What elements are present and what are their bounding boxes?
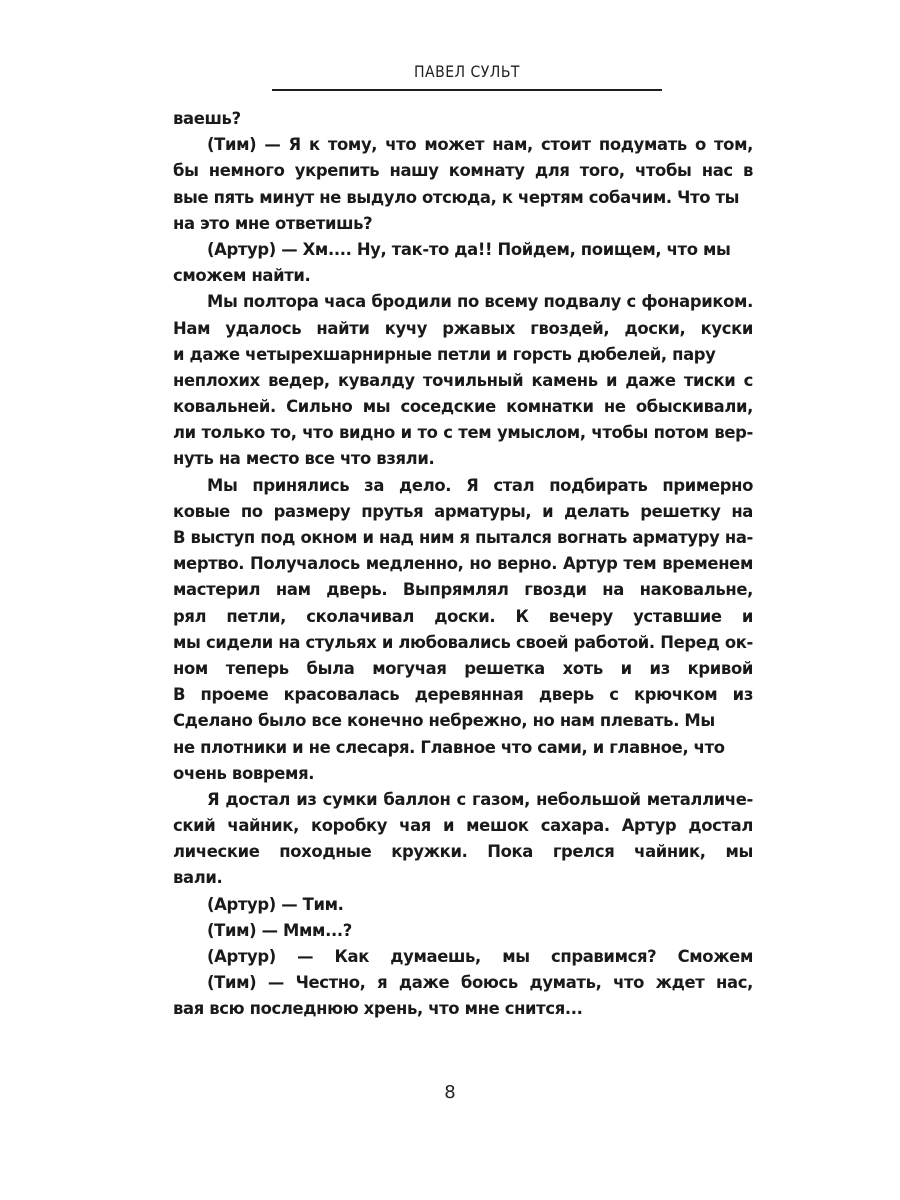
text-line: Нам удалось найти кучу ржавых гвоздей, доски, куски: [173, 318, 753, 338]
text-line: мастерил нам дверь. Выпрямлял гвозди на наковальне,: [173, 580, 753, 600]
text-line: (Артур) — Как думаешь, мы справимся? Сможем: [207, 947, 753, 966]
body-text: [173, 106, 753, 1023]
text-line: мы сидели на стульях и любовались своей работой. Перед ок-: [173, 632, 753, 652]
text-line: В проеме красовалась деревянная дверь с крючком из: [173, 685, 753, 705]
text-line: (Тим) — Ммм...?: [207, 920, 352, 940]
text-line: лические походные кружки. Пока грелся чайник, мы: [173, 842, 753, 862]
text-line: Я достал из сумки баллон с газом, небольшой металличе-: [207, 789, 753, 809]
text-line: вая всю последнюю хрень, что мне снится...: [173, 999, 583, 1019]
text-line: (Тим) — Я к тому, что может нам, стоит подумать о том,: [207, 135, 753, 155]
text-line: Мы полтора часа бродили по всему подвалу с фонариком.: [207, 292, 753, 312]
text-line: ковые по размеру прутья арматуры, и делать решетку на: [173, 501, 753, 521]
text-line: сможем найти.: [173, 266, 311, 286]
text-line: ли только то, что видно и то с тем умыслом, чтобы потом вер-: [173, 423, 753, 443]
text-line: на это мне ответишь?: [173, 213, 373, 233]
running-head-author: ПАВЕЛ СУЛЬТ: [414, 62, 520, 81]
text-line: (Артур) — Тим.: [207, 894, 344, 914]
text-line: В выступ под окном и над ним я пытался вогнать арматуру на-: [173, 528, 753, 547]
text-line: Сделано было все конечно небрежно, но нам плевать. Мы: [173, 711, 715, 731]
page-number: 8: [444, 1082, 456, 1103]
text-line: не плотники и не слесаря. Главное что сами, и главное, что: [173, 737, 725, 757]
text-line: бы немного укрепить нашу комнату для того, чтобы нас в: [173, 161, 753, 181]
text-line: и даже четырехшарнирные петли и горсть дюбелей, пару: [173, 344, 716, 364]
text-line: ном теперь была могучая решетка хоть и из кривой: [173, 658, 753, 678]
text-line: (Тим) — Честно, я даже боюсь думать, что ждет нас,: [207, 973, 753, 993]
text-line: вые пять минут не выдуло отсюда, к чертям собачим. Что ты: [173, 187, 740, 207]
text-line: Мы принялись за дело. Я стал подбирать примерно: [207, 475, 753, 495]
header-rule: [272, 89, 662, 91]
text-line: ваешь?: [173, 109, 241, 128]
text-line: вали.: [173, 868, 223, 888]
text-line: (Артур) — Хм.... Ну, так-то да!! Пойдем, поищем, что мы: [207, 239, 731, 259]
text-line: рял петли, сколачивал доски. К вечеру уставшие и: [173, 606, 753, 626]
text-line: очень вовремя.: [173, 763, 315, 783]
text-line: нуть на место все что взяли.: [173, 449, 435, 469]
text-line: мертво. Получалось медленно, но верно. Артур тем временем: [173, 554, 753, 574]
text-line: неплохих ведер, кувалду точильный камень и даже тиски с: [173, 370, 753, 390]
text-line: ковальней. Сильно мы соседские комнатки не обыскивали,: [173, 397, 753, 417]
text-line: ский чайник, коробку чая и мешок сахара. Артур достал: [173, 816, 753, 836]
